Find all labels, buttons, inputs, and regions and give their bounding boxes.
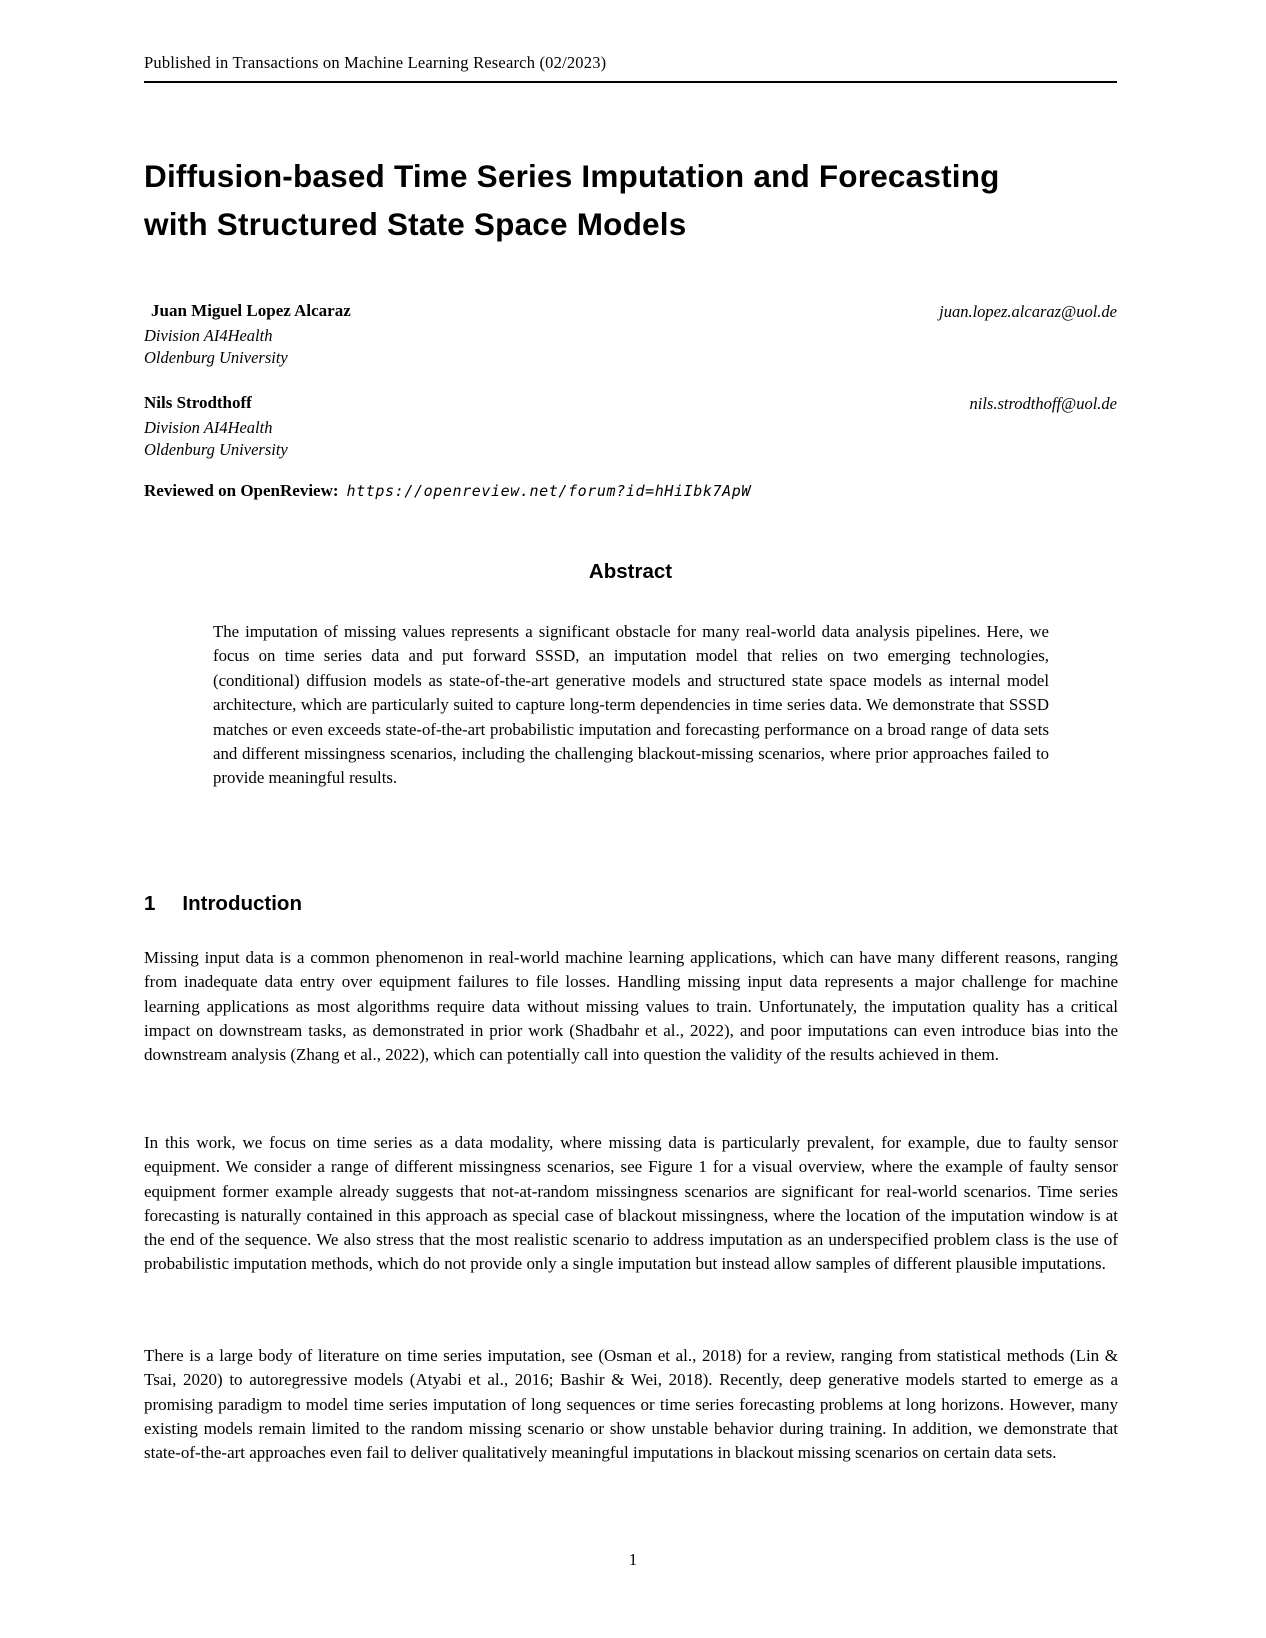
author-2-division: Division AI4Health bbox=[144, 418, 273, 437]
intro-paragraph-2: In this work, we focus on time series as a data modality, where missing data is particularly prevalent, for example, due to faulty sensor equipment. We consider a range of different missingness scenarios, see Figure 1 for a visual overview, where the example of faulty sensor equipment former example already suggests that not-at-random missingness scenarios are significant for real-world scenarios. Time series forecasting is naturally contained in this approach as special case of blackout missingness, where the location of the imputation window is at the end of the sequence. We also stress that the most realistic scenario to address imputation as an underspecified problem class is the use of probabilistic imputation methods, which do not provide only a single imputation but instead allow samples of different plausible imputations. bbox=[144, 1133, 1118, 1274]
paper-title bbox=[144, 152, 1144, 248]
author-1-name: Juan Miguel Lopez Alcaraz bbox=[151, 301, 351, 320]
author-1-division: Division AI4Health bbox=[144, 326, 273, 345]
intro-paragraph-3: There is a large body of literature on time series imputation, see (Osman et al., 2018) for a review, ranging from statistical methods (Lin & Tsai, 2020) to autoregressive models (Atyabi et al., 2016; Bashir & Wei, 2018). Recently, deep generative models started to emerge as a promising paradigm to model time series imputation of long sequences or time series forecasting problems at long horizons. However, many existing models remain limited to the random missing scenario or show unstable behavior during training. In addition, we demonstrate that state-of-the-art approaches even fail to deliver qualitatively meaningful imputations in blackout missing scenarios on certain data sets. bbox=[144, 1346, 1118, 1463]
abstract-text: The imputation of missing values represents a significant obstacle for many real-world data analysis pipelines. Here, we focus on time series data and put forward SSSD, an imputation model that relies on two emerging technologies, (conditional) diffusion models as state-of-the-art generative models and structured state space models as internal model architecture, which are particularly suited to capture long-term dependencies in time series data. We demonstrate that SSSD matches or even exceeds state-of-the-art probabilistic imputation and forecasting performance on a broad range of data sets and different missingness scenarios, including the challenging blackout-missing scenarios, where prior approaches failed to provide meaningful results. bbox=[213, 622, 1049, 788]
author-1-affiliation: Oldenburg University bbox=[144, 348, 288, 367]
paper-title-line-1: Diffusion-based Time Series Imputation and Forecasting bbox=[144, 158, 1000, 194]
openreview-url-link[interactable]: https://openreview.net/forum?id=hHiIbk7ApW bbox=[346, 482, 752, 500]
journal-header: Published in Transactions on Machine Learning Research (02/2023) bbox=[144, 53, 607, 72]
author-1-email: juan.lopez.alcaraz@uol.de bbox=[939, 302, 1117, 321]
paper-title-line-2: with Structured State Space Models bbox=[144, 206, 687, 242]
author-2-name: Nils Strodthoff bbox=[144, 393, 252, 412]
header-rule bbox=[144, 81, 1117, 83]
section-1-title: Introduction bbox=[182, 892, 302, 915]
page-number: 1 bbox=[628, 1550, 638, 1569]
section-1-number: 1 bbox=[144, 892, 156, 915]
section-1-heading bbox=[144, 892, 302, 916]
openreview-line bbox=[144, 481, 1118, 501]
openreview-label: Reviewed on OpenReview: bbox=[144, 481, 339, 500]
author-2-email: nils.strodthoff@uol.de bbox=[969, 394, 1117, 413]
abstract-heading: Abstract bbox=[588, 560, 673, 583]
intro-paragraph-1: Missing input data is a common phenomenon in real-world machine learning applications, which can have many different reasons, ranging from inadequate data entry over equipment failures to file losses. Handling missing input data represents a major challenge for machine learning applications as most algorithms require data without missing values to train. Unfortunately, the imputation quality has a critical impact on downstream tasks, as demonstrated in prior work (Shadbahr et al., 2022), and poor imputations can even introduce bias into the downstream analysis (Zhang et al., 2022), which can potentially call into question the validity of the results achieved in them. bbox=[144, 948, 1118, 1065]
author-2-affiliation: Oldenburg University bbox=[144, 440, 288, 459]
